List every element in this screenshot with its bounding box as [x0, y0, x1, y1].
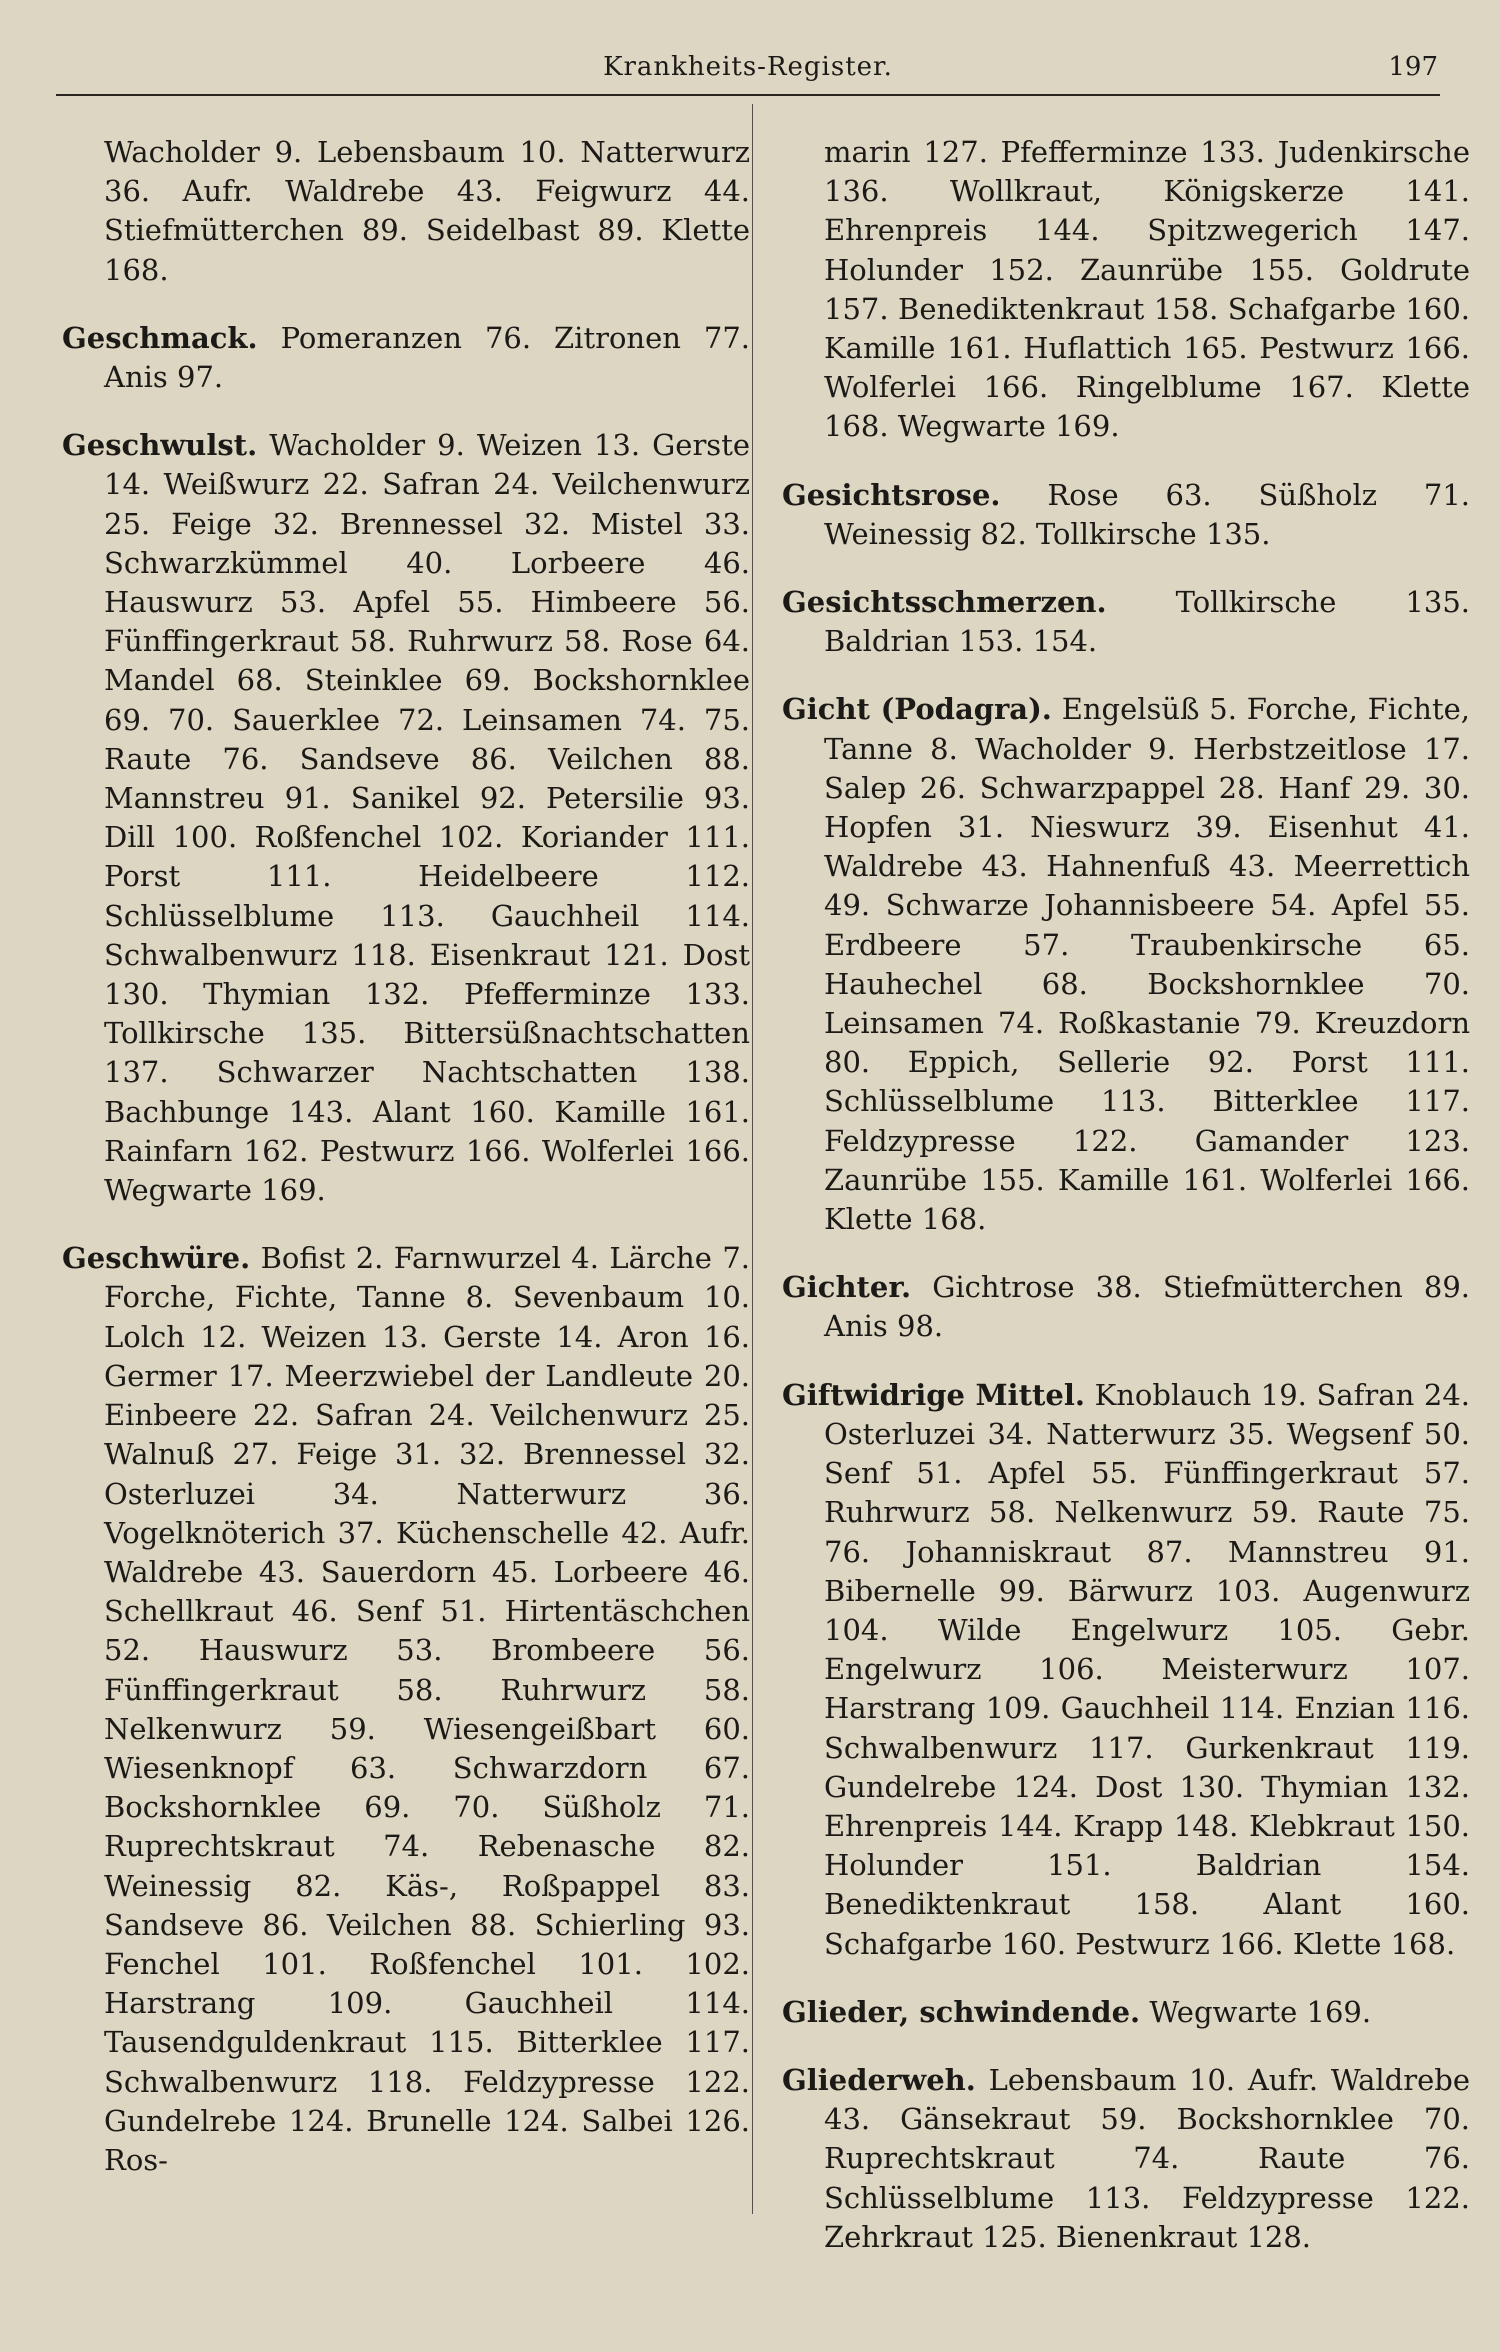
entry-text: Bofist 2. Farnwurzel 4. Lärche 7. Forche, Fichte, Tanne 8. Sevenbaum 10. Lolch 12. Weizen 13. Gerste 14. Aron 16. Germer 17. Meerzwiebel der Landleute 20. Einbeere 22. Safran 24. Veilchenwurz 25. Walnuß 27. Feige 31. 32. Brennessel 32. Osterluzei 34. Natterwurz 36. Vogelknöterich 37. Küchenschelle 42. Aufr. Waldrebe 43. Sauerdorn 45. Lorbeere 46. Schellkraut 46. Senf 51. Hirtentäschchen 52. Hauswurz 53. Brombeere 56. Fünffingerkraut 58. Ruhrwurz 58. Nelkenwurz 59. Wiesengeißbart 60. Wiesenknopf 63. Schwarzdorn 67. Bockshornklee 69. 70. Süßholz 71. Ruprechtskraut 74. Rebenasche 82. Weinessig 82. Käs-, Roßpappel 83. Sandseve 86. Veilchen 88. Schierling 93. Fenchel 101. Roßfenchel 101. 102. Harstrang 109. Gauchheil 114. Tausendguldenkraut 115. Bitterklee 117. Schwalbenwurz 118. Feldzypresse 122. Gundelrebe 124. Brunelle 124. Salbei 126. Ros- [104, 1241, 750, 2177]
entry-text: Pomeranzen 76. Zitronen 77. Anis 97. [104, 320, 751, 395]
register-entry [782, 476, 1470, 554]
register-entry [62, 1239, 750, 2180]
entry-text: Wacholder 9. Weizen 13. Gerste 14. Weißwurz 22. Safran 24. Veilchenwurz 25. Feige 32. Brennessel 32. Mistel 33. Schwarzkümmel 40. Lorbeere 46. Hauswurz 53. Apfel 55. Himbeere 56. Fünffingerkraut 58. Ruhrwurz 58. Rose 64. Mandel 68. Steinklee 69. Bockshornklee 69. 70. Sauerklee 72. Leinsamen 74. 75. Raute 76. Sandseve 86. Veilchen 88. Mannstreu 91. Sanikel 92. Petersilie 93. Dill 100. Roßfenchel 102. Koriander 111. Porst 111. Heidelbeere 112. Schlüsselblume 113. Gauchheil 114. Schwalbenwurz 118. Eisenkraut 121. Dost 130. Thymian 132. Pfefferminze 133. Tollkirsche 135. Bittersüßnachtschatten 137. Schwarzer Nachtschatten 138. Bachbunge 143. Alant 160. Kamille 161. Rainfarn 162. Pestwurz 166. Wolferlei 166. Wegwarte 169. [104, 428, 751, 1208]
page-header-title: Krankheits-Register. [603, 52, 893, 82]
column-divider [752, 104, 753, 2214]
register-entry [62, 319, 750, 397]
entry-text: Knoblauch 19. Safran 24. Osterluzei 34. Natterwurz 35. Wegsenf 50. Senf 51. Apfel 55. Fünffingerkraut 57. Ruhrwurz 58. Nelkenwurz 59. Raute 75. 76. Johanniskraut 87. Mannstreu 91. Bibernelle 99. Bärwurz 103. Augenwurz 104. Wilde Engelwurz 105. Gebr. Engelwurz 106. Meisterwurz 107. Harstrang 109. Gauchheil 114. Enzian 116. Schwalbenwurz 117. Gurkenkraut 119. Gundelrebe 124. Dost 130. Thymian 132. Ehrenpreis 144. Krapp 148. Klebkraut 150. Holunder 151. Baldrian 154. Benediktenkraut 158. Alant 160. Schafgarbe 160. Pestwurz 166. Klette 168. [824, 1377, 1471, 1961]
register-entry [782, 583, 1470, 661]
entry-term: Geschmack. [62, 320, 258, 355]
left-column [62, 104, 750, 2209]
entry-term: Geschwüre. [62, 1241, 251, 1276]
register-entry-continued [782, 133, 1470, 447]
entry-term: Gichter. [782, 1270, 912, 1305]
entry-text: Wegwarte 169. [1149, 1994, 1372, 2029]
running-head [56, 50, 1440, 96]
entry-text: Engelsüß 5. Forche, Fichte, Tanne 8. Wacholder 9. Herbstzeitlose 17. Salep 26. Schwarzpappel 28. Hanf 29. 30. Hopfen 31. Nieswurz 39. Eisenhut 41. Waldrebe 43. Hahnenfuß 43. Meerrettich 49. Schwarze Johannisbeere 54. Apfel 55. Erdbeere 57. Traubenkirsche 65. Hauhechel 68. Bockshornklee 70. Leinsamen 74. Roßkastanie 79. Kreuzdorn 80. Eppich, Sellerie 92. Porst 111. Schlüsselblume 113. Bitterklee 117. Feldzypresse 122. Gamander 123. Zaunrübe 155. Kamille 161. Wolferlei 166. Klette 168. [824, 692, 1471, 1237]
entry-term: Geschwulst. [62, 428, 258, 463]
entry-term: Gliederweh. [782, 2062, 976, 2097]
register-entry-continued [62, 133, 750, 290]
register-entry [782, 1268, 1470, 1346]
register-entry [62, 426, 750, 1210]
entry-term: Gesichtsrose. [782, 477, 1001, 512]
register-entry [782, 1993, 1470, 2032]
entry-term: Gesichtsschmerzen. [782, 585, 1107, 620]
entry-text: Wacholder 9. Lebensbaum 10. Natterwurz 36. Aufr. Waldrebe 43. Feigwurz 44. Stiefmütterchen 89. Seidelbast 89. Klette 168. [104, 135, 750, 287]
entry-text: Tollkirsche 135. Baldrian 153. 154. [824, 585, 1470, 659]
entry-text: Rose 63. Süßholz 71. Weinessig 82. Tollkirsche 135. [824, 477, 1471, 551]
register-entry [782, 690, 1470, 1239]
entry-term: Gicht (Podagra). [782, 692, 1052, 727]
page-number: 197 [1388, 52, 1438, 82]
entry-term: Glieder, schwindende. [782, 1994, 1141, 2029]
entry-text: marin 127. Pfefferminze 133. Judenkirsche 136. Wollkraut, Königskerze 141. Ehrenpreis 144. Spitzwegerich 147. Holunder 152. Zaunrübe 155. Goldrute 157. Benediktenkraut 158. Schafgarbe 160. Kamille 161. Huflattich 165. Pestwurz 166. Wolferlei 166. Ringelblume 167. Klette 168. Wegwarte 169. [824, 135, 1470, 444]
entry-text: Lebensbaum 10. Aufr. Waldrebe 43. Gänsekraut 59. Bockshornklee 70. Ruprechtskraut 74. Raute 76. Schlüsselblume 113. Feldzypresse 122. Zehrkraut 125. Bienenkraut 128. [824, 2062, 1470, 2254]
register-entry [782, 1376, 1470, 1964]
register-entry [782, 2061, 1470, 2257]
right-column [782, 104, 1470, 2286]
entry-text: Gichtrose 38. Stiefmütterchen 89. Anis 98. [824, 1270, 1471, 1344]
entry-term: Giftwidrige Mittel. [782, 1377, 1085, 1412]
